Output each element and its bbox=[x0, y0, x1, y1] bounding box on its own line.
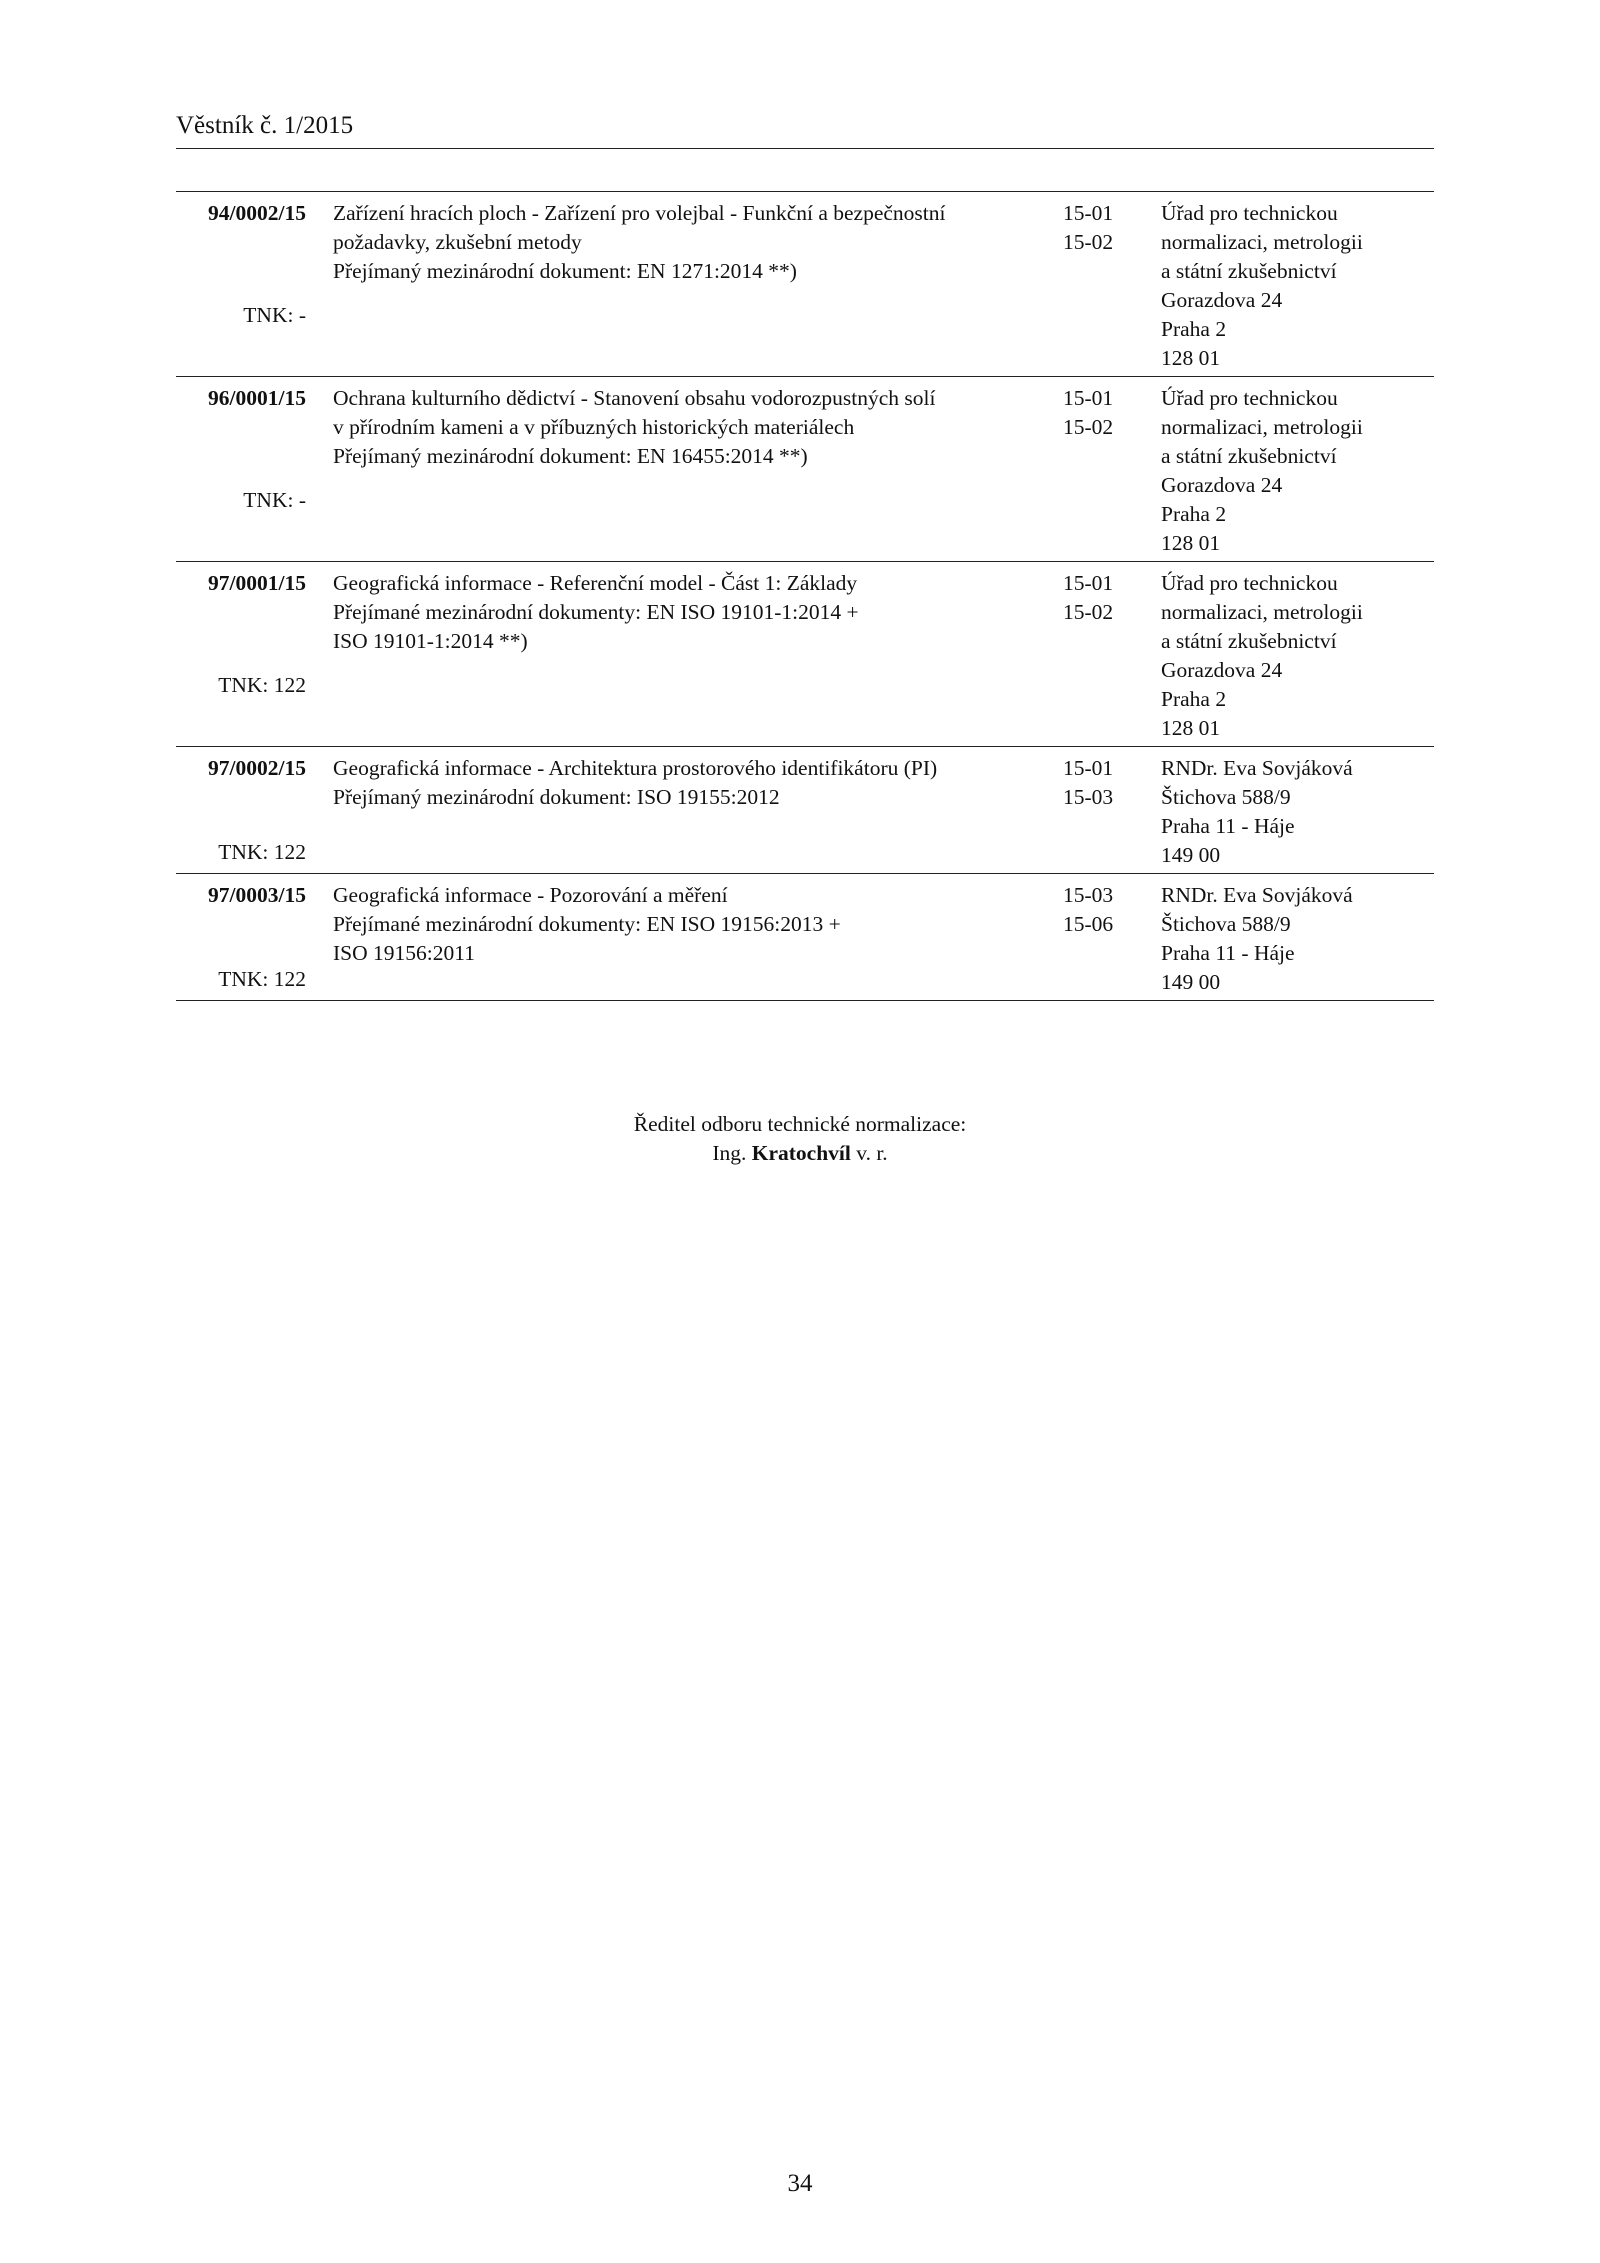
row-title-cell bbox=[333, 754, 1033, 812]
signature-role: Ředitel odboru technické normalizace: bbox=[633, 1112, 967, 1136]
code: 15-01 bbox=[1063, 386, 1114, 410]
signature-prefix: Ing. bbox=[712, 1141, 747, 1165]
title-line: Přejímané mezinárodní dokumenty: EN ISO 19101-1:2014 + bbox=[333, 600, 859, 624]
table-row bbox=[176, 192, 1434, 377]
code: 15-02 bbox=[1063, 230, 1114, 254]
standards-table bbox=[176, 191, 1434, 1001]
row-address-cell bbox=[1161, 881, 1431, 997]
row-codes-cell bbox=[1063, 199, 1133, 257]
address-line: Praha 2 bbox=[1161, 502, 1227, 526]
code: 15-06 bbox=[1063, 912, 1114, 936]
title-line: Geografická informace - Pozorování a měření bbox=[333, 883, 728, 907]
row-id-cell bbox=[176, 569, 306, 740]
row-title-cell bbox=[333, 569, 1033, 656]
row-codes-cell bbox=[1063, 569, 1133, 627]
address-line: a státní zkušebnictví bbox=[1161, 629, 1337, 653]
address-line: 128 01 bbox=[1161, 346, 1221, 370]
code: 15-01 bbox=[1063, 756, 1114, 780]
row-id-cell bbox=[176, 384, 306, 555]
row-codes-cell bbox=[1063, 754, 1133, 812]
table-row bbox=[176, 747, 1434, 874]
page-header bbox=[176, 110, 1434, 149]
row-address-cell bbox=[1161, 569, 1431, 743]
address-line: Gorazdova 24 bbox=[1161, 473, 1283, 497]
address-line: Štichova 588/9 bbox=[1161, 785, 1291, 809]
code: 15-02 bbox=[1063, 600, 1114, 624]
table-row bbox=[176, 562, 1434, 747]
title-line: Přejímaný mezinárodní dokument: EN 1271:2014 **) bbox=[333, 259, 797, 283]
address-line: Úřad pro technickou bbox=[1161, 386, 1338, 410]
row-title-cell bbox=[333, 199, 1033, 286]
title-line: Geografická informace - Referenční model - Část 1: Základy bbox=[333, 571, 858, 595]
row-id: 97/0002/15 bbox=[208, 756, 306, 780]
address-line: Úřad pro technickou bbox=[1161, 571, 1338, 595]
address-line: Praha 2 bbox=[1161, 317, 1227, 341]
address-line: normalizaci, metrologii bbox=[1161, 600, 1363, 624]
title-line: ISO 19156:2011 bbox=[333, 941, 475, 965]
address-line: 128 01 bbox=[1161, 716, 1221, 740]
row-address-cell bbox=[1161, 754, 1431, 870]
title-line: v přírodním kameni a v příbuzných historických materiálech bbox=[333, 415, 855, 439]
tnk-label: TNK: 122 bbox=[218, 840, 306, 864]
address-line: 149 00 bbox=[1161, 843, 1221, 867]
tnk-label: TNK: 122 bbox=[218, 967, 306, 991]
row-id: 96/0001/15 bbox=[208, 386, 306, 410]
address-line: Gorazdova 24 bbox=[1161, 288, 1283, 312]
title-line: Přejímaný mezinárodní dokument: ISO 19155:2012 bbox=[333, 785, 780, 809]
address-line: Úřad pro technickou bbox=[1161, 201, 1338, 225]
address-line: RNDr. Eva Sovjáková bbox=[1161, 756, 1353, 780]
row-id-cell bbox=[176, 881, 306, 994]
address-line: Praha 11 - Háje bbox=[1161, 941, 1295, 965]
address-line: Gorazdova 24 bbox=[1161, 658, 1283, 682]
row-address-cell bbox=[1161, 199, 1431, 373]
code: 15-03 bbox=[1063, 883, 1114, 907]
row-id: 97/0001/15 bbox=[208, 571, 306, 595]
address-line: normalizaci, metrologii bbox=[1161, 415, 1363, 439]
title-line: Geografická informace - Architektura prostorového identifikátoru (PI) bbox=[333, 756, 938, 780]
title-line: požadavky, zkušební metody bbox=[333, 230, 582, 254]
row-id: 97/0003/15 bbox=[208, 883, 306, 907]
title-line: Zařízení hracích ploch - Zařízení pro volejbal - Funkční a bezpečnostní bbox=[333, 201, 946, 225]
signature-name: Kratochvíl bbox=[751, 1141, 851, 1165]
address-line: Štichova 588/9 bbox=[1161, 912, 1291, 936]
title-line: ISO 19101-1:2014 **) bbox=[333, 629, 528, 653]
title-line: Ochrana kulturního dědictví - Stanovení obsahu vodorozpustných solí bbox=[333, 386, 936, 410]
signature-block bbox=[0, 1110, 1600, 1168]
page-number: 34 bbox=[787, 2170, 813, 2197]
table-row bbox=[176, 377, 1434, 562]
code: 15-01 bbox=[1063, 201, 1114, 225]
address-line: a státní zkušebnictví bbox=[1161, 444, 1337, 468]
row-title-cell bbox=[333, 881, 1033, 968]
journal-title: Věstník č. 1/2015 bbox=[176, 112, 354, 139]
title-line: Přejímaný mezinárodní dokument: EN 16455:2014 **) bbox=[333, 444, 808, 468]
code: 15-02 bbox=[1063, 415, 1114, 439]
address-line: normalizaci, metrologii bbox=[1161, 230, 1363, 254]
address-line: 128 01 bbox=[1161, 531, 1221, 555]
address-line: a státní zkušebnictví bbox=[1161, 259, 1337, 283]
signature-name-line bbox=[0, 1139, 1600, 1168]
address-line: Praha 11 - Háje bbox=[1161, 814, 1295, 838]
address-line: Praha 2 bbox=[1161, 687, 1227, 711]
tnk-label: TNK: - bbox=[243, 488, 306, 512]
code: 15-01 bbox=[1063, 571, 1114, 595]
row-id-cell bbox=[176, 199, 306, 370]
row-codes-cell bbox=[1063, 384, 1133, 442]
row-codes-cell bbox=[1063, 881, 1133, 939]
row-address-cell bbox=[1161, 384, 1431, 558]
table-row bbox=[176, 874, 1434, 1001]
signature-suffix: v. r. bbox=[856, 1141, 888, 1165]
code: 15-03 bbox=[1063, 785, 1114, 809]
row-title-cell bbox=[333, 384, 1033, 471]
row-id-cell bbox=[176, 754, 306, 867]
tnk-label: TNK: - bbox=[243, 303, 306, 327]
address-line: 149 00 bbox=[1161, 970, 1221, 994]
tnk-label: TNK: 122 bbox=[218, 673, 306, 697]
row-id: 94/0002/15 bbox=[208, 201, 306, 225]
address-line: RNDr. Eva Sovjáková bbox=[1161, 883, 1353, 907]
title-line: Přejímané mezinárodní dokumenty: EN ISO 19156:2013 + bbox=[333, 912, 841, 936]
